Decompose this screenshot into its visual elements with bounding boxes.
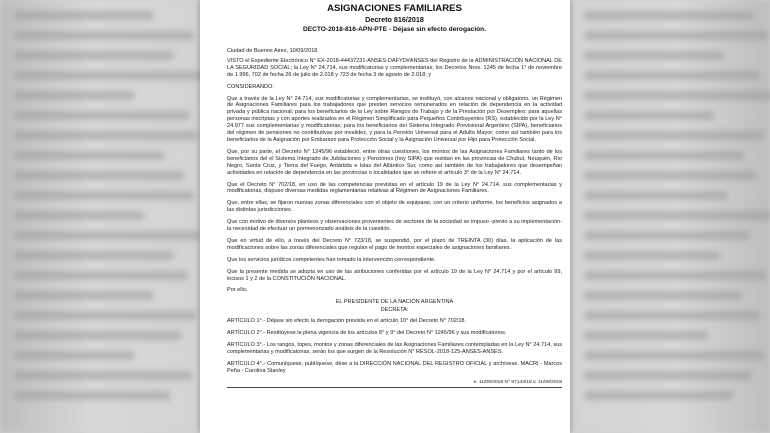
president-heading: EL PRESIDENTE DE LA NACIÓN ARGENTINA <box>335 299 454 306</box>
paragraph-3: Que el Decreto N° 702/18, en uso de las competencias previstas en el artículo 19 de la Ley N° 24.714, sus complementarias y modificatorias, dispuso diversas medidas reglamentarias relativas al Régimen de Asignaciones Familiares. <box>227 181 562 195</box>
paragraph-4: Que, entre ellas, se fijaron nuevas zonas diferenciales con el objeto de equiparar, con un criterio uniforme, los beneficios asignados a las distintas jurisdicciones. <box>227 200 562 214</box>
decreta-heading: DECRETA: <box>380 307 409 314</box>
visto-paragraph: VISTO el Expediente Electrónico N° EX-2018-44437231-ANSES-DAFYD#ANSES del Registro de la ADMINISTRACIÓN NACIONAL DE LA SEGURIDAD SOCIAL; la Ley N° 24.714, sus modificatorias y complementarias; los Decretos Nros. 1245 de fecha 1° de noviembre de 1.996, 702 de fecha 26 de julio de 2.018 y 723 de fecha 3 de agosto de 2.018; y <box>227 57 562 78</box>
article-3: ARTÍCULO 3°.- Los rangos, topes, montos y zonas diferenciales de las Asignaciones Familiares contempladas en la Ley N° 24.714, sus complementarias y modificatorias, serán los que surgen de la Resolución N° RESOL-2018-125-ANSES-ANSES. <box>227 342 562 355</box>
article-2: ARTÍCULO 2°.- Restitúyese la plena vigencia de los artículos 8° y 9° del Decreto N° 1245/96 y sus modificatorios. <box>227 330 507 337</box>
paragraph-2: Que, por su parte, el Decreto N° 1245/96 estableció, entre otras cuestiones, los montos de las Asignaciones Familiares tanto de los beneficiarios del el Sistema Integrado de Jubilaciones y Pensiones (hoy SIPA) que residan en las provincias de Chubut, Neuquén, Río Negro, Santa Cruz, y Tierra del Fuego, Antártida e Islas del Atlántico Sur, como así también de los trabajadores que desempeñan actividades en relación de dependencia en las provincias o localidades que se refiere el artículo 3° de la Ley N° 24.714. <box>227 148 562 176</box>
decree-number: Decreto 816/2018 <box>365 15 424 24</box>
blurred-background-text-right <box>570 0 770 433</box>
decree-code: DECTO-2018-816-APN-PTE - Déjase sin efecto derogación. <box>302 26 487 33</box>
paragraph-8: Que la presente medida se adopta en uso de las atribuciones conferidas por el artículo 19 de la Ley N° 24.714 y por el artículo 99, incisos 1 y 2 de la CONSTITUCIÓN NACIONAL. <box>227 268 562 282</box>
considerando-heading: CONSIDERANDO: <box>227 83 274 90</box>
paragraph-1: Que a través de la Ley N° 24.714, sus modificatorias y complementarias, se instituyó, con alcance nacional y obligatorio, un Régimen de Asignaciones Familiares para los trabajadores que presten servicios remunerados en relación de dependencia en la actividad privada y pública nacional; para los beneficiarios de la Ley sobre Riesgos de Trabajo y de la Prestación por Desempleo; para aquellas personas inscriptas y con aportes realizados en el Régimen Simplificado para Pequeños Contribuyentes (RS), establecido por la Ley N° 24.977 sus complementarias y modificatorias; para los beneficiarios del Sistema Integrado Previsional Argentino (SIPA), beneficiarios del régimen de pensiones no contributivas por invalidez, y para la Pensión Universal para el Adulto Mayor; como así también para los beneficiarios de la Asignación por Embarazo para Protección Social y la Asignación Universal por Hijo para Protección Social. <box>227 95 562 143</box>
article-4: ARTÍCULO 4°.- Comuníquese, publíquese, dése a la DIRECCIÓN NACIONAL DEL REGISTRO OFICIAL y archívese. MACRI - Marcos Peña - Carolina Stanley <box>227 360 562 374</box>
document-page <box>200 0 570 433</box>
paragraph-9: Por ello, <box>227 287 248 294</box>
blurred-background-text-left <box>0 0 200 433</box>
article-1: ARTÍCULO 1°.- Déjase sin efecto la derogación prevista en el artículo 10° del Decreto N° 702/18. <box>227 318 467 325</box>
paragraph-7: Que los servicios jurídicos competentes han tomado la intervención correspondiente. <box>227 256 436 263</box>
place-date: Ciudad de Buenos Aires, 10/09/2018 <box>227 48 318 54</box>
paragraph-5: Que con motivo de diversos planteos y observaciones provenientes de sectores de la sociedad se impuso -previo a su implementación- la necesidad de efectuar un pormenorizado análisis de la cuestión. <box>227 219 562 233</box>
publication-reference: e. 11/09/2018 N° 67143/18 v. 11/09/2018 <box>473 379 562 385</box>
bottom-rule <box>227 387 562 388</box>
document-header <box>227 3 562 34</box>
paragraph-6: Que en virtud de ello, a través del Decreto N° 723/18, se suspendió, por el plazo de TREINTA (30) días, la aplicación de las modificaciones sobre las zonas diferenciales que regulan el pago de montos especiales de asignaciones familiares. <box>227 237 562 251</box>
document-content <box>200 0 570 388</box>
document-title: ASIGNACIONES FAMILIARES <box>327 3 462 14</box>
